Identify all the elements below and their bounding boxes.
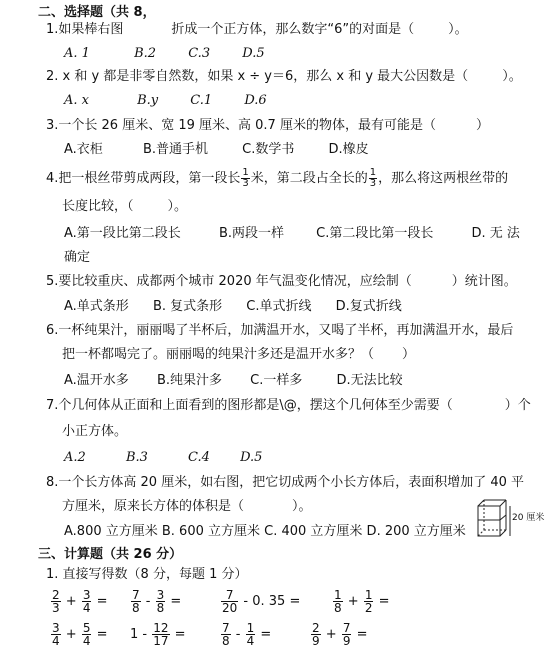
calc-item: $\frac{1}{8}$ + $\frac{1}{2}$ = <box>334 588 390 615</box>
question-7-line2: 小正方体。 <box>62 424 128 439</box>
net-figure-placeholder <box>123 24 171 36</box>
question-8-line2: 方厘米，原来长方体的体积是（ ）。 <box>62 499 312 514</box>
question-6: 6.一杯纯果汁，丽丽喝了半杯后，加满温开水，又喝了半杯，再加满温开水，最后 <box>46 323 514 338</box>
question-8: 8.一个长方体高 20 厘米，如右图，把它切成两个小长方体后，表面积增加了 40 平 <box>46 475 525 490</box>
question-2: 2. x 和 y 都是非零自然数，如果 x ÷ y＝6，那么 x 和 y 最大公因数是（ ）。 <box>46 69 522 84</box>
question-4: 4.把一根丝带剪成两段，第一段长 $\frac{1}{3}$ 米，第二段占全长的 $\frac{1}{3}$ ，那么将这两根丝带的 <box>46 167 509 189</box>
q8-options: A.800 立方厘米 B. 600 立方厘米 C. 400 立方厘米 D. 200 立方厘米 <box>64 524 466 539</box>
calc-item: $\frac{2}{9}$ + $\frac{7}{9}$ = <box>312 621 368 648</box>
q7-options: A.2 B.3 C.4 D.5 <box>64 450 263 465</box>
calc-item: $\frac{2}{3}$ + $\frac{3}{4}$ = <box>52 588 108 615</box>
section-title: 二、选择题（共 8， <box>38 5 156 20</box>
question-1: 1.如果棒右图 折成一个正方体，那么数字“6”的对面是（ ）。 <box>46 22 468 37</box>
question-6-line2: 把一杯都喝完了。丽丽喝的纯果汁多还是温开水多？（ ） <box>62 347 416 362</box>
q4-options: A.第一段比第二段长 B.两段一样 C.第二段比第一段长 D. 无 法 <box>64 226 520 241</box>
calc-item: 1 - $\frac{12}{17}$ = <box>130 621 186 648</box>
fraction: $\frac{1}{3}$ <box>369 167 377 189</box>
section-title: 三、计算题（共 26 分） <box>38 547 183 562</box>
calc-item: $\frac{7}{8}$ - $\frac{3}{8}$ = <box>132 588 182 615</box>
question-7: 7.个几何体从正面和上面看到的图形都是\@，摆这个几何体至少需要（ ）个 <box>46 398 531 413</box>
q1-options: A. 1 B.2 C.3 D.5 <box>64 46 265 61</box>
calc-item: $\frac{7}{8}$ - $\frac{1}{4}$ = <box>222 621 272 648</box>
q3-options: A.衣柜 B.普通手机 C.数学书 D.橡皮 <box>64 142 369 157</box>
calc-item: $\frac{3}{4}$ + $\frac{5}{4}$ = <box>52 621 108 648</box>
q5-options: A.单式条形 B. 复式条形 C.单式折线 D.复式折线 <box>64 299 402 314</box>
question-5: 5.要比较重庆、成都两个城市 2020 年气温变化情况，应绘制（ ）统计图。 <box>46 274 517 289</box>
calc-item: $\frac{7}{20}$ - 0. 35 = <box>222 588 301 615</box>
fraction: $\frac{1}{3}$ <box>242 167 249 189</box>
subsection-title: 1. 直接写得数（8 分，每题 1 分） <box>46 567 248 582</box>
figure-label: 20 厘米 <box>512 513 545 523</box>
q4-option-cont: 确定 <box>64 250 91 265</box>
question-3: 3.一个长 26 厘米、宽 19 厘米、高 0.7 厘米的物体，最有可能是（ ） <box>46 118 489 133</box>
question-4-line2: 长度比较，（ ）。 <box>62 199 188 214</box>
q2-options: A. x B.y C.1 D.6 <box>64 93 267 108</box>
q6-options: A.温开水多 B.纯果汁多 C.一样多 D.无法比较 <box>64 373 403 388</box>
